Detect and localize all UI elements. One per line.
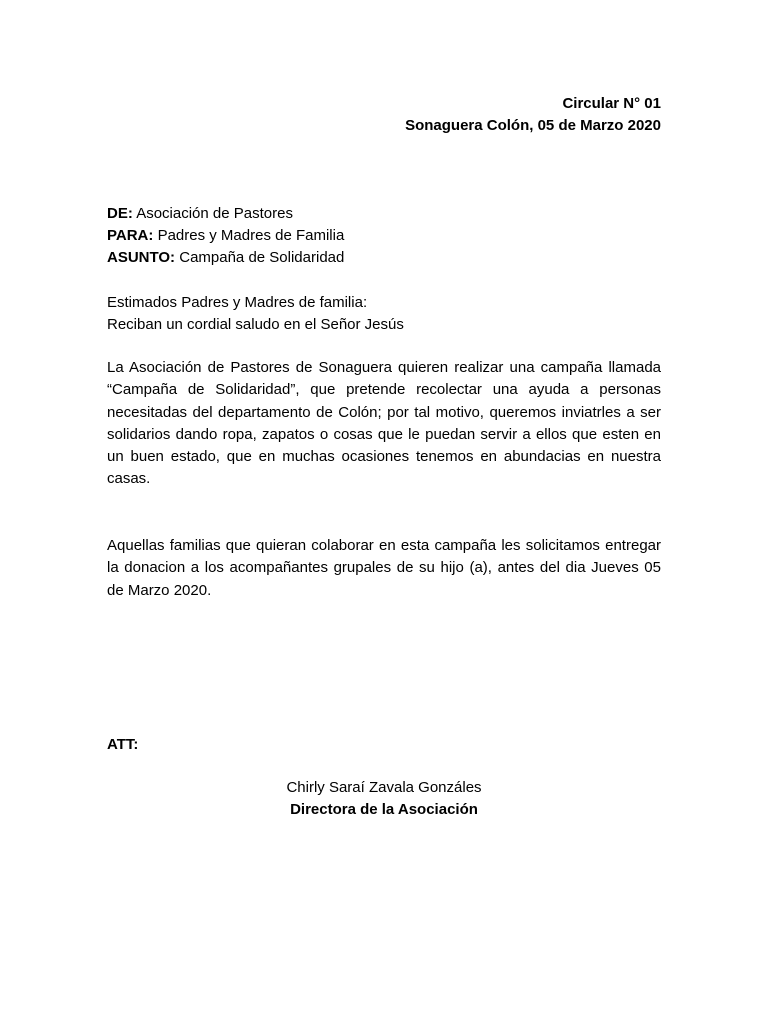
- to-label: PARA:: [107, 227, 154, 244]
- signature-block: [0, 777, 768, 821]
- to-line: [107, 225, 344, 247]
- from-value: Asociación de Pastores: [136, 205, 293, 222]
- greeting: [107, 292, 404, 336]
- subject-line: [107, 247, 344, 269]
- signer-title: Directora de la Asociación: [290, 801, 478, 818]
- letter-header: [405, 93, 661, 137]
- subject-label: ASUNTO:: [107, 249, 176, 266]
- body-paragraph-1: La Asociación de Pastores de Sonaguera quieren realizar una campaña llamada “Campaña de Solidaridad”, que pretende recolectar una ayuda a personas necesitadas del departamento de Colón; por tal motivo, queremos inviatrles a ser solidarios dando ropa, zapatos o cosas que le puedan servir a ellos que esten en un buen estado, que en muchas ocasiones tenemos en abundacias en nuestra casas.: [107, 359, 661, 488]
- subject-value: Campaña de Solidaridad: [179, 249, 345, 266]
- to-value: Padres y Madres de Familia: [157, 227, 345, 244]
- signer-name: Chirly Saraí Zavala Gonzáles: [286, 779, 482, 796]
- att-label: ATT:: [107, 736, 139, 753]
- body-paragraph-2: Aquellas familias que quieran colaborar en esta campaña les solicitamos entregar la donacion a los acompañantes grupales de su hijo (a), antes del dia Jueves 05 de Marzo 2020.: [107, 537, 661, 599]
- from-line: [107, 203, 344, 225]
- salutation: Estimados Padres y Madres de familia:: [107, 294, 368, 311]
- circular-number: Circular N° 01: [562, 95, 661, 112]
- place-date: Sonaguera Colón, 05 de Marzo 2020: [405, 117, 661, 134]
- greeting-line: Reciban un cordial saludo en el Señor Jesús: [107, 316, 404, 333]
- from-label: DE:: [107, 205, 133, 222]
- letter-meta: [107, 203, 344, 269]
